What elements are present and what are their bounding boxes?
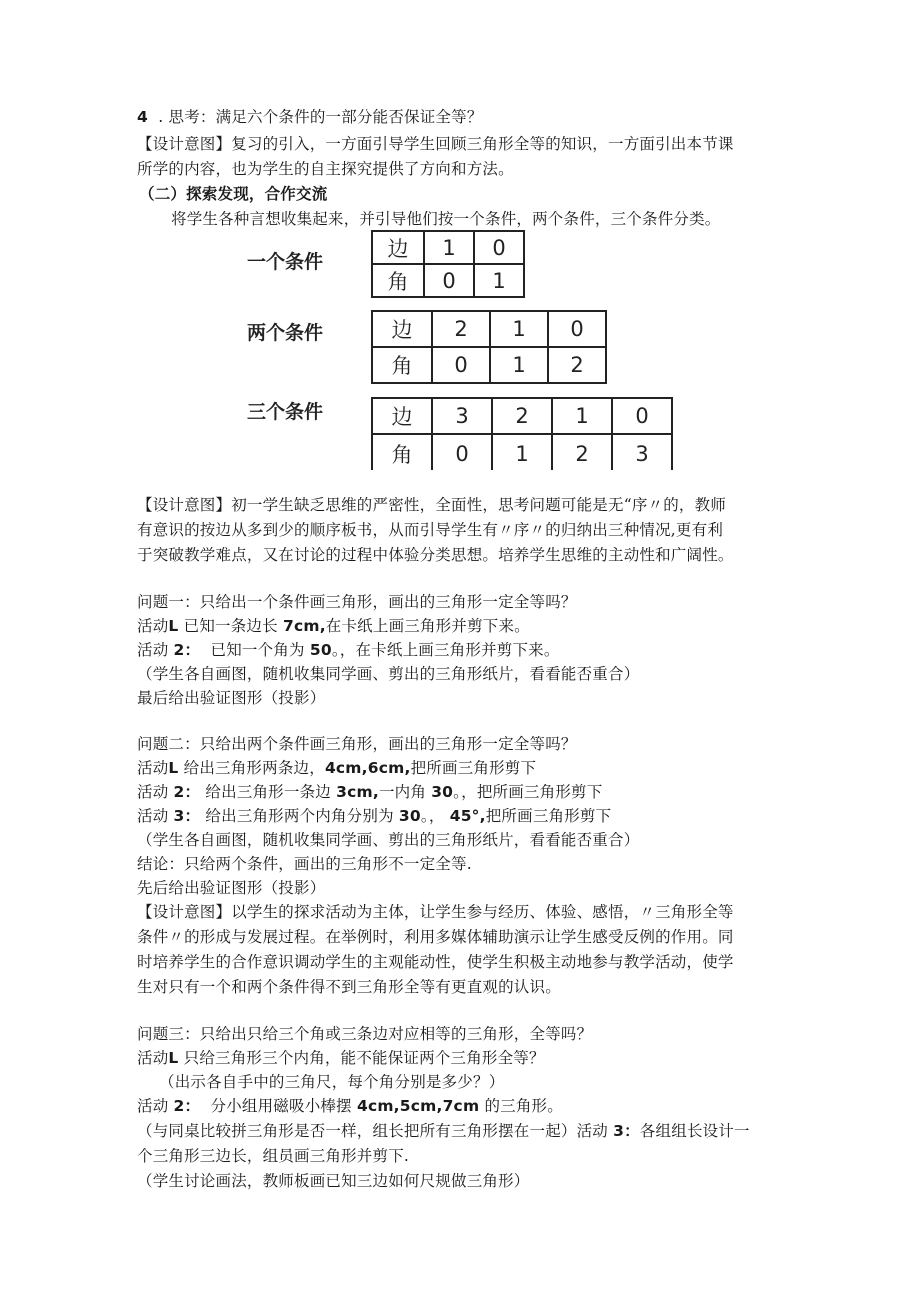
table-cell: 边: [372, 231, 424, 264]
activity-value: 50: [309, 641, 332, 659]
table-one-condition: [371, 230, 525, 298]
activity-text: 。，: [420, 807, 445, 825]
table-cell: 1: [490, 311, 548, 347]
table-three-label: 三个条件: [247, 401, 324, 423]
table-cell: 2: [548, 347, 606, 383]
table-cell: 2: [552, 434, 612, 470]
table-cell: 边: [372, 398, 432, 434]
question-1-activity-2: [137, 638, 560, 662]
activity-text: 已知一个角为: [210, 641, 305, 659]
question-3-activity-1: [137, 1046, 545, 1070]
table-cell: 0: [474, 231, 524, 264]
table-cell: 2: [492, 398, 552, 434]
activity-value: 7cm,: [282, 617, 326, 635]
question-3-activity-2: [137, 1094, 563, 1118]
activity-number: L: [168, 617, 179, 635]
question-2-note: （学生各自画图，随机收集同学画、剪出的三角形纸片，看看能否重合）: [137, 831, 640, 849]
question-3-activity-1-note: （出示各自手中的三角尺，每个角分别是多少？）: [159, 1073, 505, 1091]
design-intent-3-line-2: 条件〃的形成与发展过程。在举例时，利用多媒体辅助演示让学生感受反例的作用。同: [137, 928, 734, 946]
activity-value: 45°,: [449, 807, 486, 825]
question-1-activity-1: [137, 614, 530, 638]
activity-number: L: [168, 759, 179, 777]
table-cell: 1: [492, 434, 552, 470]
table-cell: 角: [372, 264, 424, 297]
question-2-verify: 先后给出验证图形（投影）: [137, 879, 326, 897]
table-cell: 1: [474, 264, 524, 297]
activity-label: 活动: [137, 641, 169, 659]
design-intent-1-line-1: 【设计意图】复习的引入，一方面引导学生回顾三角形全等的知识，一方面引出本节课: [137, 135, 734, 153]
table-cell: 边: [372, 311, 432, 347]
activity-label: 活动: [137, 1049, 169, 1067]
table-cell: 1: [552, 398, 612, 434]
activity-value: 4cm,5cm,7cm: [356, 1097, 480, 1115]
design-intent-1-line-2: 所学的内容，也为学生的自主探究提供了方向和方法。: [137, 160, 514, 178]
activity-text: 一内角: [378, 783, 427, 801]
table-cell: 0: [432, 347, 490, 383]
activity-label: 活动: [137, 807, 169, 825]
activity-text: 在卡纸上画三角形并剪下来。: [325, 617, 530, 635]
table-cell: 角: [372, 347, 432, 383]
question-2-activity-2: [137, 780, 602, 804]
activity-label: 活动: [137, 759, 169, 777]
activity-text: 给出三角形两个内角分别为: [205, 807, 394, 825]
design-intent-2-line-1: 【设计意图】初一学生缺乏思维的严密性，全面性，思考问题可能是无“序〃的，教师: [137, 496, 727, 514]
activity-text: 。，把所画三角形剪下: [453, 783, 603, 801]
question-3-title: 问题三：只给出只给三个角或三条边对应相等的三角形，全等吗？: [137, 1025, 593, 1043]
activity-number: 2：: [173, 641, 201, 659]
table-cell: 0: [424, 264, 474, 297]
item-4-text: . 思考：满足六个条件的一部分能否保证全等？: [158, 108, 483, 126]
activity-text: 只给三角形三个内角，能不能保证两个三角形全等？: [183, 1049, 545, 1067]
activity-text: 把所画三角形剪下: [410, 759, 537, 777]
table-cell: 0: [432, 434, 492, 470]
item-4-line: [137, 105, 483, 129]
question-3-note: （学生讨论画法，教师板画已知三边如何尺规做三角形）: [137, 1172, 530, 1190]
table-cell: 2: [432, 311, 490, 347]
activity-label: 活动: [137, 783, 169, 801]
activity-text: （与同桌比较拼三角形是否一样，组长把所有三角形摆在一起）活动: [137, 1122, 609, 1140]
table-two-conditions: [371, 310, 607, 384]
table-cell: 3: [612, 434, 672, 470]
section-intro: 将学生各种言想收集起来，并引导他们按一个条件，两个条件，三个条件分类。: [171, 210, 721, 228]
design-intent-3-line-1: 【设计意图】以学生的探求活动为主体，让学生参与经历、体验、感悟，〃三角形全等: [137, 903, 734, 921]
activity-value: 3cm,: [336, 783, 379, 801]
design-intent-3-line-4: 生对只有一个和两个条件得不到三角形全等有更直观的认识。: [137, 978, 561, 996]
activity-text: 给出三角形两条边，: [183, 759, 325, 777]
table-cell: 0: [548, 311, 606, 347]
activity-text: 各组组长设计一: [639, 1122, 750, 1140]
table-three-conditions: [371, 397, 673, 470]
table-cell: 1: [490, 347, 548, 383]
design-intent-2-line-2: 有意识的按边从多到少的顺序板书，从而引导学生有〃序〃的归纳出三种情况,更有利: [137, 521, 724, 539]
activity-text: 。，在卡纸上画三角形并剪下来。: [331, 641, 560, 659]
activity-number: L: [168, 1049, 179, 1067]
question-2-conclusion: 结论：只给两个条件，画出的三角形不一定全等.: [137, 855, 472, 873]
activity-text: 的三角形。: [484, 1097, 563, 1115]
design-intent-2-line-3: 于突破教学难点，又在讨论的过程中体验分类思想。培养学生思维的主动性和广阔性。: [137, 546, 734, 564]
question-3-activity-3-line-1: [137, 1119, 750, 1143]
question-3-activity-3-line-2: 个三角形三边长，组员画三角形并剪下.: [137, 1147, 410, 1165]
activity-number: 3：: [613, 1122, 640, 1140]
activity-value: 30: [431, 783, 454, 801]
table-three-clip: [369, 397, 681, 470]
activity-text: 给出三角形一条边: [205, 783, 331, 801]
table-cell: 1: [424, 231, 474, 264]
question-2-activity-3: [137, 804, 611, 828]
table-one-label: 一个条件: [247, 251, 324, 273]
table-two-label: 两个条件: [247, 322, 324, 344]
activity-label: 活动: [137, 617, 169, 635]
activity-label: 活动: [137, 1097, 169, 1115]
question-2-title: 问题二：只给出两个条件画三角形，画出的三角形一定全等吗？: [137, 735, 577, 753]
section-heading: （二）探索发现，合作交流: [139, 185, 328, 203]
activity-text: 把所画三角形剪下: [485, 807, 612, 825]
activity-text: 已知一条边长: [183, 617, 278, 635]
question-1-last: 最后给出验证图形（投影）: [137, 689, 326, 707]
table-cell: 3: [432, 398, 492, 434]
question-1-title: 问题一：只给出一个条件画三角形，画出的三角形一定全等吗？: [137, 593, 577, 611]
table-cell: 角: [372, 434, 432, 470]
table-cell: 0: [612, 398, 672, 434]
activity-text: 分小组用磁吸小棒摆: [210, 1097, 352, 1115]
activity-number: 2：: [173, 783, 201, 801]
question-2-activity-1: [137, 756, 536, 780]
activity-number: 3：: [173, 807, 201, 825]
design-intent-3-line-3: 时培养学生的合作意识调动学生的主观能动性，使学生积极主动地参与教学活动，使学: [137, 953, 734, 971]
item-number: 4: [137, 108, 148, 126]
activity-number: 2：: [173, 1097, 201, 1115]
question-1-note: （学生各自画图，随机收集同学画、剪出的三角形纸片，看看能否重合）: [137, 665, 640, 683]
activity-value: 30: [398, 807, 421, 825]
activity-value: 4cm,6cm,: [324, 759, 411, 777]
